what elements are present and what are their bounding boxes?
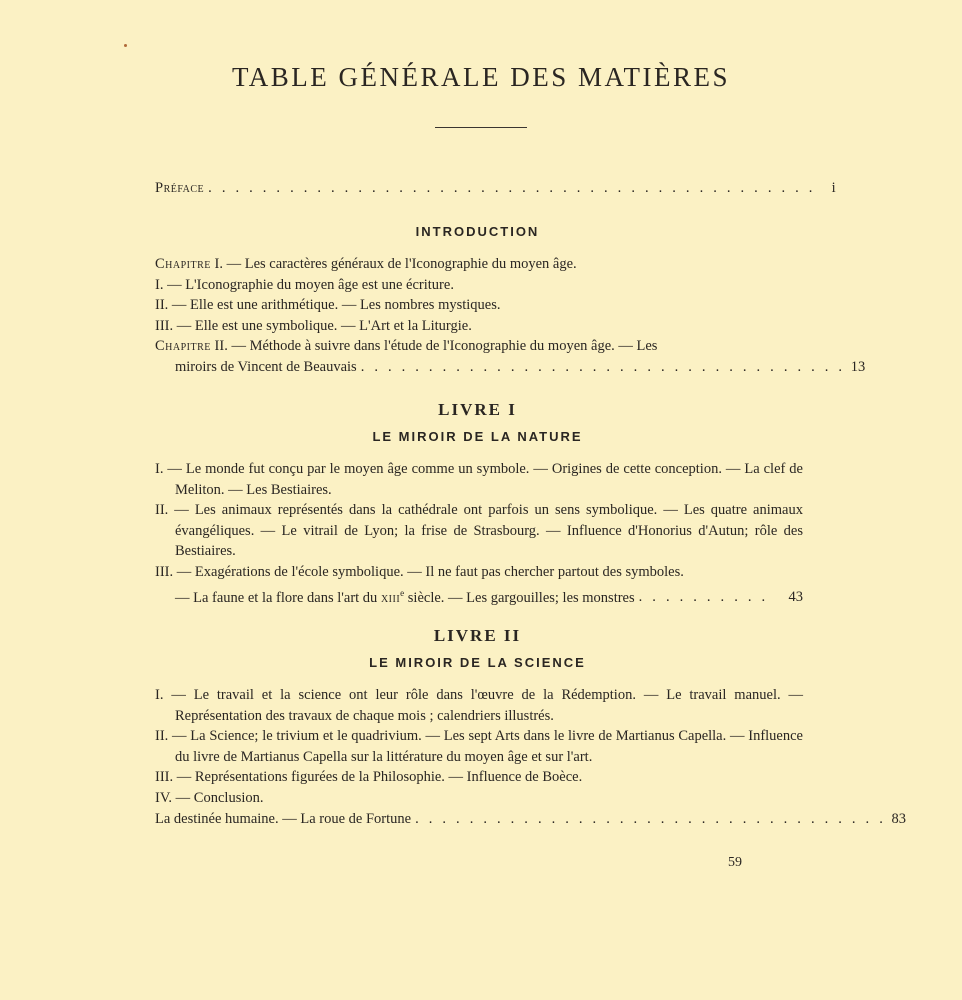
livre2-label: LIVRE II xyxy=(433,626,522,645)
livre1-label: LIVRE I xyxy=(438,400,517,419)
toc-entry-continuation xyxy=(155,357,866,378)
toc-entry: IV. — Conclusion. xyxy=(155,789,264,806)
page-number: 13 xyxy=(850,358,866,375)
dot-leader: . . . . . . . . . . . . . . . . . . . . . . . . . . . . . . . . . . . xyxy=(415,810,887,827)
century-superscript: e xyxy=(400,587,405,598)
toc-entry: II. — Elle est une arithmétique. — Les nombres mystiques. xyxy=(155,297,501,314)
livre2-heading: LE MIROIR DE LA SCIENCE xyxy=(369,655,586,670)
toc-entry-continuation xyxy=(155,583,803,608)
entry-text: miroirs de Vincent de Beauvais xyxy=(175,358,357,375)
folio-number: 59 xyxy=(728,855,742,870)
preface-label: Préface xyxy=(155,180,205,196)
entry-text: I. — Les caractères généraux de l'Iconographie du moyen âge. xyxy=(210,256,577,272)
chapter-label: Chapitre xyxy=(155,256,211,272)
entry-text: II. — Méthode à suivre dans l'étude de l'Iconographie du moyen âge. — Les xyxy=(210,338,658,355)
toc-entry: III. — Représentations figurées de la Philosophie. — Influence de Boèce. xyxy=(155,769,583,786)
toc-entry: I. — Le monde fut conçu par le moyen âge comme un symbole. — Origines de cette conception. — La clef de Meliton. — Les Bestiaires. xyxy=(155,461,803,498)
chapter-label: Chapitre xyxy=(155,338,211,355)
toc-entry: II. — Les animaux représentés dans la cathédrale ont parfois un sens symbolique. — Les quatre animaux évangéliques. — Le vitrail de Lyon; la frise de Strasbourg. — Influence d'Honorius d'Autun; rôle des Bestiaires. xyxy=(155,502,803,560)
page-number: i xyxy=(831,180,836,196)
century-numeral: xiii xyxy=(380,589,401,606)
entry-text-part: siècle. — Les gargouilles; les monstres xyxy=(404,589,635,606)
toc-entry-preface xyxy=(155,178,836,198)
livre1-heading: LE MIROIR DE LA NATURE xyxy=(372,429,583,444)
toc-entry: I. — Le travail et la science ont leur rôle dans l'œuvre de la Rédemption. — Le travail manuel. — Représentation des travaux de chaque mois ; calendriers illustrés. xyxy=(155,687,803,724)
livre1-entries xyxy=(155,459,803,608)
toc-entry xyxy=(155,254,803,275)
entry-last-line xyxy=(155,809,907,830)
page-number: 83 xyxy=(891,810,907,827)
toc-entry: I. — L'Iconographie du moyen âge est une écriture. xyxy=(155,276,454,293)
toc-entry: III. — Elle est une symbolique. — L'Art et la Liturgie. xyxy=(155,317,472,334)
toc-entry xyxy=(155,809,907,830)
entry-last-line xyxy=(175,357,866,378)
dot-leader: . . . . . . . . . . . . . . . . . . . . . . . . . . . . . . . . . . . . . . . . . . . . . xyxy=(208,180,816,196)
introduction-heading: INTRODUCTION xyxy=(415,224,540,239)
introduction-entries xyxy=(155,254,866,378)
dot-leader: . . . . . . . . . . xyxy=(638,589,769,606)
toc-entry: II. — La Science; le trivium et le quadrivium. — Les sept Arts dans le livre de Martianus Capella. — Influence du livre de Martianus Capella sur la littérature du moyen âge et sur l'art. xyxy=(155,728,803,765)
entry-text-part: — La faune et la flore dans l'art du xyxy=(175,589,381,606)
title-rule xyxy=(435,127,527,128)
ink-speck xyxy=(124,44,127,47)
page-title: TABLE GÉNÉRALE DES MATIÈRES xyxy=(231,62,731,92)
livre2-entries xyxy=(155,685,907,829)
entry-last-line xyxy=(175,583,803,608)
toc-entry xyxy=(155,336,803,357)
entry-text: La destinée humaine. — La roue de Fortune xyxy=(155,810,412,827)
page-number: 43 xyxy=(788,589,803,606)
toc-entry: III. — Exagérations de l'école symbolique. — Il ne faut pas chercher partout des symboles. xyxy=(155,563,684,580)
entry-text xyxy=(175,583,635,608)
dot-leader: . . . . . . . . . . . . . . . . . . . . . . . . . . . . . . . . . . . . xyxy=(360,358,846,375)
